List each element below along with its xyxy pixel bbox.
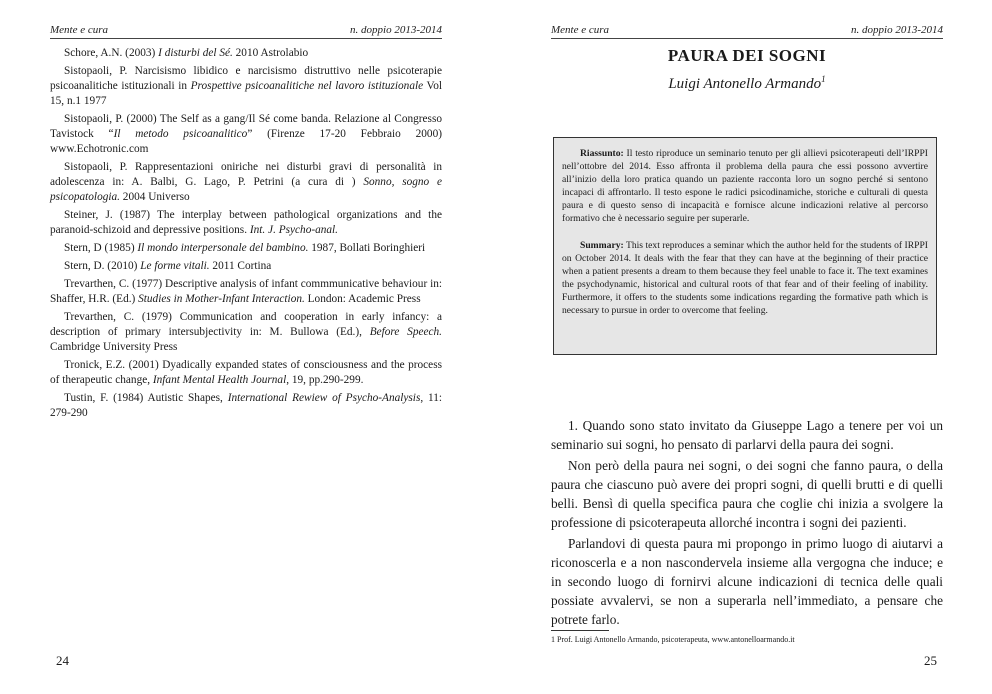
issue-label: n. doppio 2013-2014 xyxy=(851,24,943,36)
reference-list xyxy=(50,46,442,424)
running-head-right xyxy=(551,20,943,39)
body-paragraph: Non però della paura nei sogni, o dei sogni che fanno paura, o della paura che ciascuno può avere dei propri sogni, di quelli brutti e di quelli belli. Bensì di quella specifica paura che coglie chi inizia a svolgere la professione di psicoterapeuta allorché incontra i sogni dei pazienti. xyxy=(551,458,943,530)
body-paragraph: 1. Quando sono stato invitato da Giuseppe Lago a tenere per voi un seminario sui sogni, ho pensato di parlarvi della paura dei sogni. xyxy=(551,418,943,452)
footnote-divider xyxy=(551,630,609,631)
reference-item: Sistopaoli, P. (2000) The Self as a gang/Il Sé come banda. Relazione al Congresso Tavistock “Il metodo psicoanalitico” (Firenze 17-20 Febbraio 2000) www.Echotronic.com xyxy=(50,113,442,155)
page-number-right: 25 xyxy=(924,653,937,668)
reference-item: Steiner, J. (1987) The interplay between pathological organizations and the paranoid-schizoid and depressive positions. Int. J. Psycho-anal. xyxy=(50,209,442,236)
reference-item: Stern, D (1985) Il mondo interpersonale del bambino. 1987, Bollati Boringhieri xyxy=(64,242,426,254)
article-title: PAURA DEI SOGNI xyxy=(667,46,827,65)
body-paragraph: Parlandovi di questa paura mi propongo in primo luogo di aiutarvi a riconoscerla e a non nascondervela insieme alla vergogna che induce; e in secondo luogo di fornirvi alcune indicazioni di tecnica delle quali possiate avvalervi, se non a superarla nell’immediato, a pensare che potrete farlo. xyxy=(551,536,943,627)
journal-name: Mente e cura xyxy=(551,24,610,36)
reference-item: Sistopaoli, P. Narcisismo libidico e narcisismo distruttivo nelle psicoterapie psicoanalitiche istituzionali in Prospettive psicoanalitiche nel lavoro istituzionale Vol 15, n.1 1977 xyxy=(50,65,443,107)
reference-item: Sistopaoli, P. Rappresentazioni oniriche nei disturbi gravi di personalità in adolescenza in: A. Balbi, G. Lago, P. Petrini (a cura di ) Sonno, sogno e psicopatologia. 2004 Universo xyxy=(50,161,442,203)
abstract-english: Summary: This text reproduces a seminar which the author held for the students of IRPPI on October 2014. It deals with the fear that they can have at the beginning of their practice when a patient presents a dream to them because they feel unable to face it. The text examines the psychodynamic, historical and cultural roots of that fear and of their feeling of inability. Furthermore, it offers to the students some indications regarding the formative path which is necessary to pursue in order to overcome that feeling. xyxy=(562,240,928,316)
summary-label: Summary: xyxy=(580,240,624,251)
footnote: 1 Prof. Luigi Antonello Armando, psicoterapeuta, www.antonelloarmando.it xyxy=(551,635,795,644)
journal-name: Mente e cura xyxy=(50,24,109,36)
riassunto-label: Riassunto: xyxy=(580,148,624,159)
right-page xyxy=(496,0,992,694)
page-number-left: 24 xyxy=(56,653,69,668)
running-head-left xyxy=(50,20,442,39)
abstract-box xyxy=(553,137,937,355)
issue-label: n. doppio 2013-2014 xyxy=(350,24,442,36)
article-body xyxy=(551,416,943,631)
abstract-italian: Riassunto: Il testo riproduce un seminario tenuto per gli allievi psicoterapeuti dell’IRPPI nell’ottobre del 2014. Esso affronta il problema della paura che essi possono avvertire all’inizio della loro pratica quando un paziente racconta loro un sogno perché si sentono incapaci di affrontarlo. Il testo espone le radici psicodinamiche, storiche e culturali di questa paura e di questo senso di incapacità e fornisce alcune indicazioni relative al percorso formativo che è necessario seguire per superarle. xyxy=(562,148,928,224)
reference-item: Stern, D. (2010) Le forme vitali. 2011 Cortina xyxy=(64,260,272,272)
article-author: Luigi Antonello Armando$^1$ xyxy=(668,74,826,92)
reference-item: Trevarthen, C. (1979) Communication and cooperation in early infancy: a description of primary intersubjectivity in: M. Bullowa (Ed.), Before Speech. Cambridge University Press xyxy=(50,311,442,353)
reference-item: Trevarthen, C. (1977) Descriptive analysis of infant commmunicative behaviour in: Shaffer, H.R. (Ed.) Studies in Mother-Infant Interaction. London: Academic Press xyxy=(50,278,442,305)
footnote-mark: 1 xyxy=(821,74,826,84)
reference-item: Tronick, E.Z. (2001) Dyadically expanded states of consciousness and the process of therapeutic change, Infant Mental Health Journal, 19, pp.290-299. xyxy=(50,359,442,386)
reference-item: Schore, A.N. (2003) I disturbi del Sé. 2010 Astrolabio xyxy=(64,47,309,59)
reference-item: Tustin, F. (1984) Autistic Shapes, International Rewiew of Psycho-Analysis, 11: 279-290 xyxy=(50,392,442,419)
